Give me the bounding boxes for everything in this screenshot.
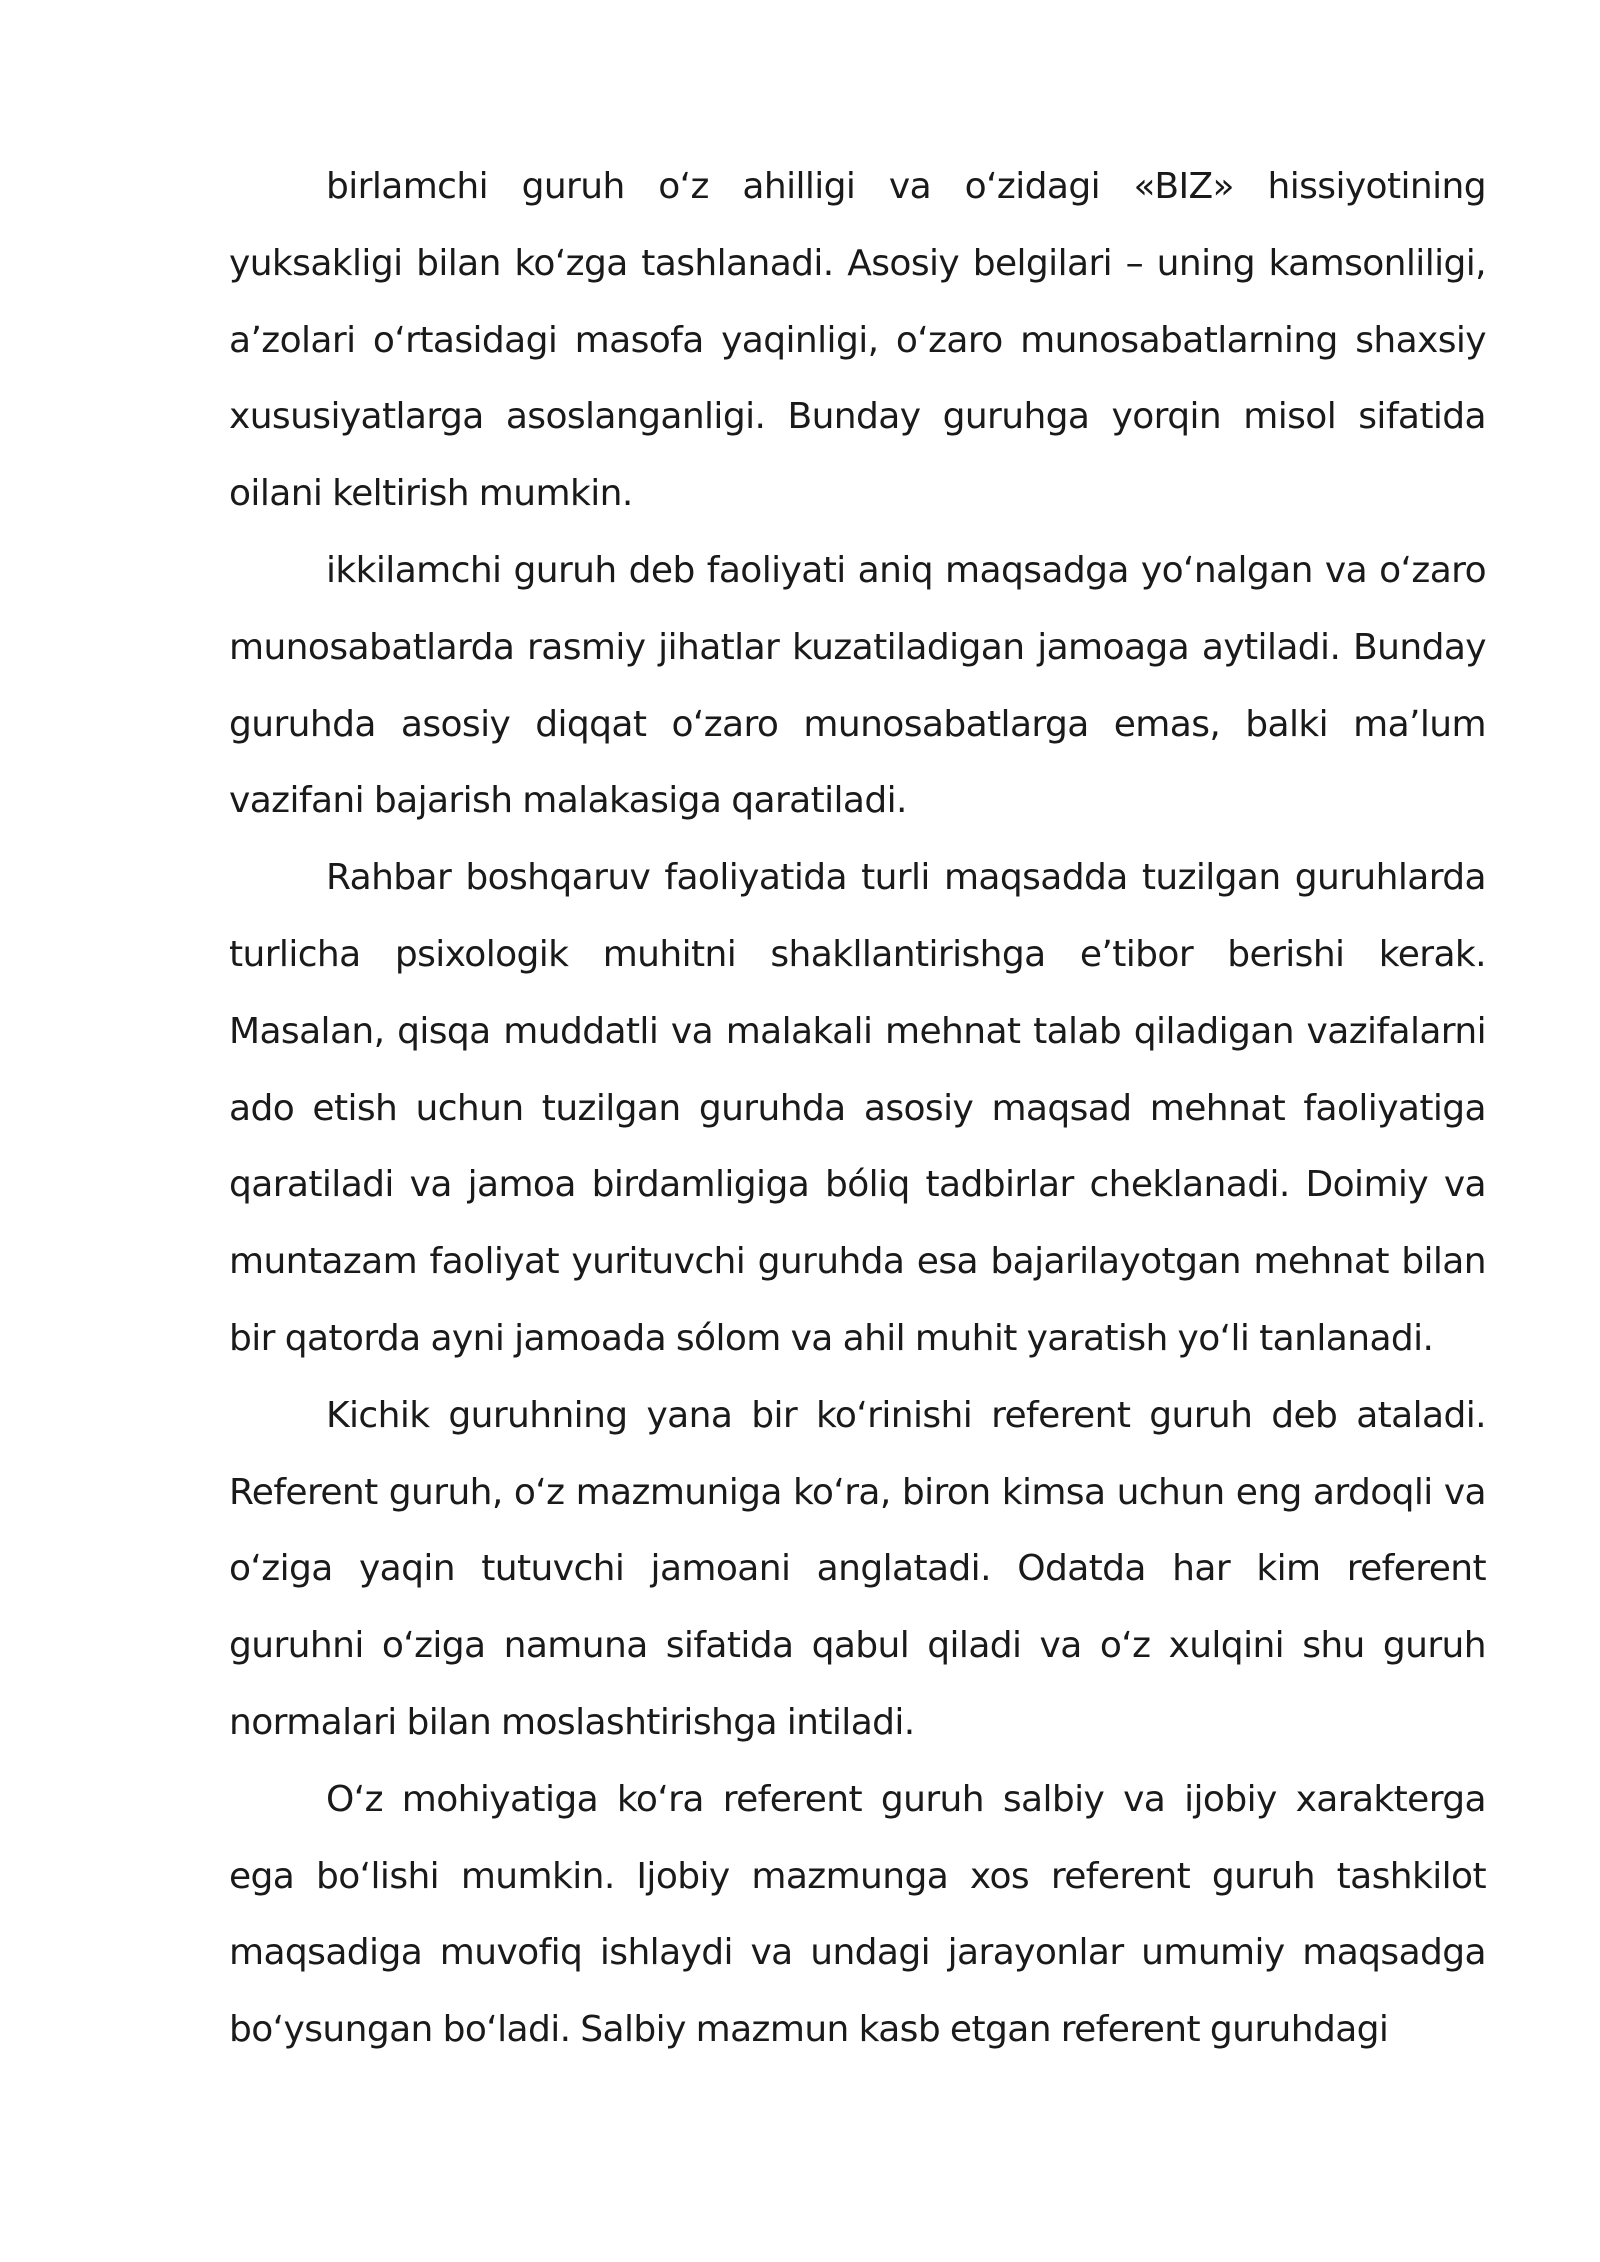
- paragraph-referent-group: Kichik guruhning yana bir koʻrinishi referent guruh deb ataladi. Referent guruh, oʻz mazmuniga koʻra, biron kimsa uchun eng ardoqli va oʻziga yaqin tutuvchi jamoani anglatadi. Odatda har kim referent guruhni oʻziga namuna sifatida qabul qiladi va oʻz xulqini shu guruh normalari bilan moslashtirishga intiladi.: [229, 1394, 1486, 1743]
- paragraph-primary-group: birlamchi guruh oʻz ahilligi va oʻzidagi «BIZ» hissiyotining yuksakligi bilan koʻzga tashlanadi. Asosiy belgilari – uning kamsonliligi, aʼzolari oʻrtasidagi masofa yaqinligi, oʻzaro munosabatlarning shaxsiy xususiyatlarga asoslanganligi. Bunday guruhga yorqin misol sifatida oilani keltirish mumkin.: [229, 166, 1486, 515]
- body-text: [229, 149, 1486, 2069]
- paragraph-secondary-group: ikkilamchi guruh deb faoliyati aniq maqsadga yoʻnalgan va oʻzaro munosabatlarda rasmiy jihatlar kuzatiladigan jamoaga aytiladi. Bunday guruhda asosiy diqqat oʻzaro munosabatlarga emas, balki maʼlum vazifani bajarish malakasiga qaratiladi.: [229, 549, 1486, 822]
- paragraph-leader-management: Rahbar boshqaruv faoliyatida turli maqsadda tuzilgan guruhlarda turlicha psixologik muhitni shakllantirishga eʼtibor berishi kerak. Masalan, qisqa muddatli va malakali mehnat talab qiladigan vazifalarni ado etish uchun tuzilgan guruhda asosiy maqsad mehnat faoliyatiga qaratiladi va jamoa birdamligiga bóliq tadbirlar cheklanadi. Doimiy va muntazam faoliyat yurituvchi guruhda esa bajarilayotgan mehnat bilan bir qatorda ayni jamoada sólom va ahil muhit yaratish yoʻli tanlanadi.: [229, 857, 1486, 1359]
- paragraph-referent-nature: Oʻz mohiyatiga koʻra referent guruh salbiy va ijobiy xarakterga ega boʻlishi mumkin. Ijobiy mazmunga xos referent guruh tashkilot maqsadiga muvofiq ishlaydi va undagi jarayonlar umumiy maqsadga boʻysungan boʻladi. Salbiy mazmun kasb etgan referent guruhdagi: [229, 1778, 1486, 2051]
